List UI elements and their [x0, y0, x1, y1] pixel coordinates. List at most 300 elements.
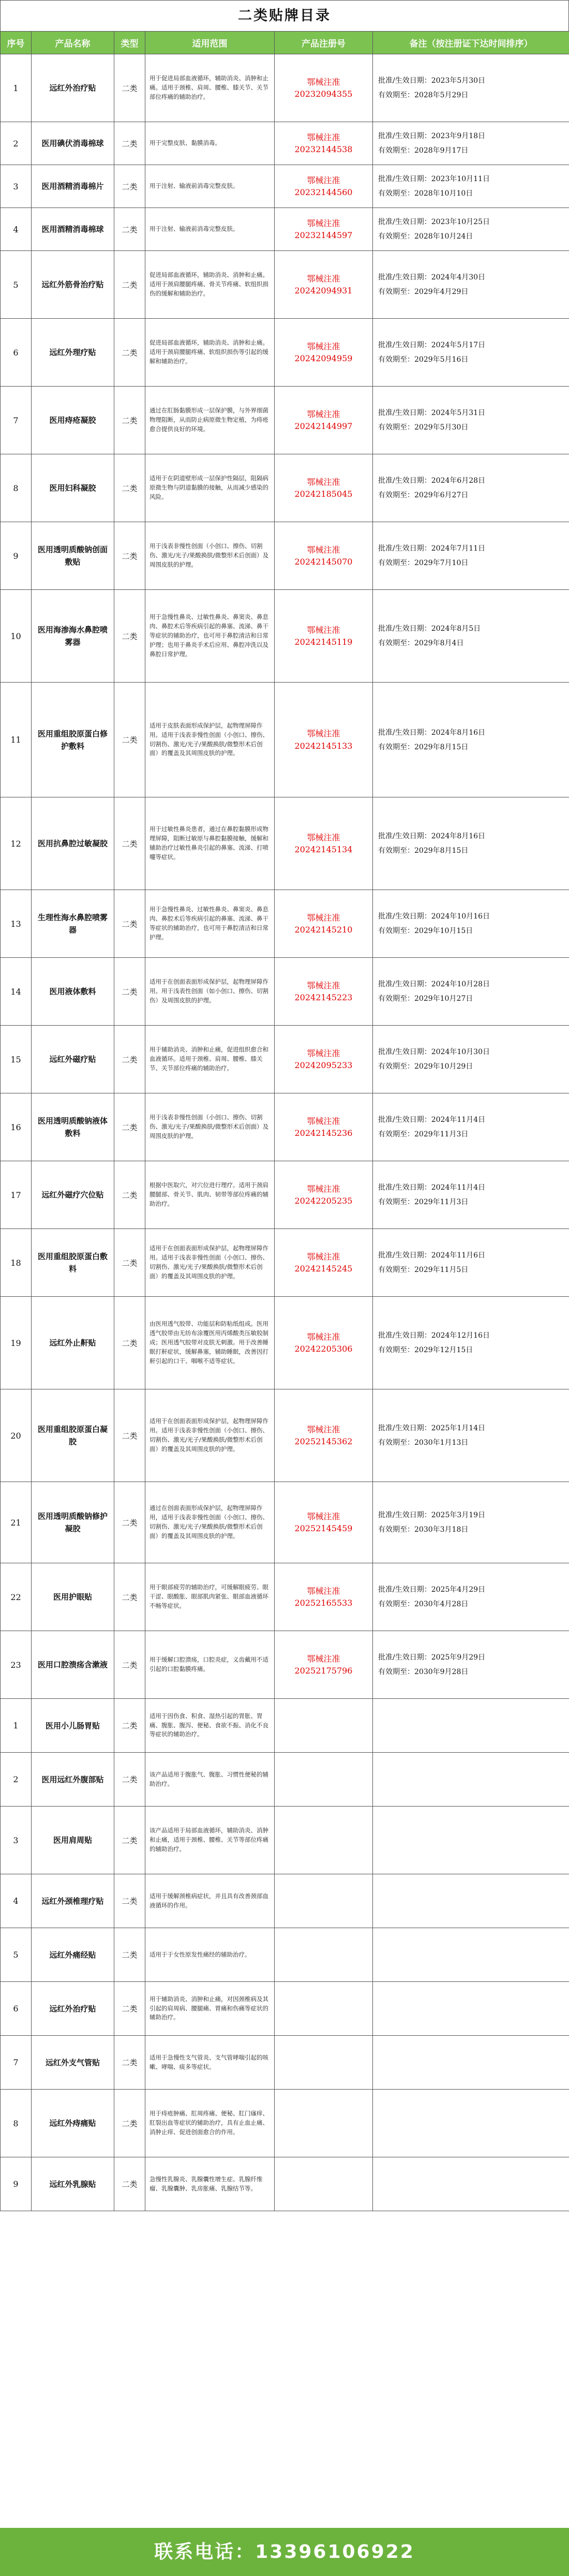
- approval-date: 批准/生效日期：2024年10月28日: [378, 980, 490, 988]
- expiry-date: 有效期至：2028年5月29日: [378, 91, 469, 99]
- registration-number: [275, 1631, 373, 1699]
- approval-date: 批准/生效日期：2024年10月16日: [378, 912, 490, 921]
- expiry-date: 有效期至：2030年9月28日: [378, 1668, 469, 1676]
- registration-code: 20242145070: [294, 557, 353, 567]
- product-scope: 适用于于女性原发性痛经的辅助治疗。: [145, 1928, 275, 1982]
- expiry-date: 有效期至：2028年10月10日: [378, 189, 473, 198]
- product-scope: 用于过敏性鼻炎患者，通过在鼻腔黏膜形成物理屏障，阻断过敏原与鼻腔黏膜接触，缓解和辅助治疗过敏性鼻炎引起的鼻塞、流涕、打喷嚏等症状。: [145, 797, 275, 890]
- registration-code: 20252175796: [294, 1666, 353, 1676]
- table-row: [1, 165, 569, 208]
- product-type: 二类: [114, 590, 145, 683]
- registration-number: [275, 1229, 373, 1297]
- contact-footer: 联系电话：13396106922: [0, 2528, 569, 2576]
- table-row: [1, 1753, 569, 1807]
- table-row: [1, 1389, 569, 1482]
- registration-number: [275, 590, 373, 683]
- registration-prefix: 鄂械注准: [307, 544, 340, 555]
- registration-prefix: 鄂械注准: [307, 1511, 340, 1521]
- col-header-no: 序号: [1, 32, 32, 54]
- table-row: [1, 208, 569, 251]
- registration-prefix: 鄂械注准: [307, 132, 340, 142]
- remark: [373, 1631, 569, 1699]
- registration-code: 20252145362: [294, 1437, 353, 1446]
- registration-code: 20232144597: [294, 230, 353, 240]
- row-number: 14: [1, 958, 32, 1026]
- product-scope: 用于缓解口腔溃疡，口腔炎症，义齿戴用不适引起的口腔黏膜疼痛。: [145, 1631, 275, 1699]
- product-scope: 用于急慢性鼻炎、过敏性鼻炎、鼻窦炎、鼻息肉、鼻腔术后等疾病引起的鼻塞、流涕、鼻干等症状的辅助治疗，也可用于鼻腔清洁和日常护理；也用于鼻炎手术后应用、鼻腔冲洗以及鼻腔日常护理。: [145, 590, 275, 683]
- remark: [373, 1482, 569, 1563]
- product-type: 二类: [114, 683, 145, 797]
- registration-prefix: 鄂械注准: [307, 1331, 340, 1342]
- registration-number: [275, 319, 373, 387]
- row-number: 21: [1, 1482, 32, 1563]
- product-scope: 适用于在创面表面形成保护层，起物理屏障作用。适用于浅表非慢性创面（小创口、擦伤、切割伤、激光/光子/果酸换肤/微整形术后创面）的覆盖及其周围皮肤的护理。: [145, 1389, 275, 1482]
- remark: [373, 2090, 569, 2157]
- approval-date: 批准/生效日期：2024年11月4日: [378, 1183, 486, 1192]
- table-row: [1, 2157, 569, 2211]
- expiry-date: 有效期至：2029年11月5日: [378, 1266, 469, 1274]
- expiry-date: 有效期至：2030年4月28日: [378, 1600, 469, 1608]
- product-type: 二类: [114, 251, 145, 319]
- product-type: 二类: [114, 1928, 145, 1982]
- row-number: 2: [1, 122, 32, 165]
- registration-code: 20242145223: [294, 993, 353, 1002]
- registration-number: [275, 1699, 373, 1753]
- registration-code: 20242145119: [294, 637, 353, 647]
- product-name: 远红外治疗贴: [32, 1982, 114, 2036]
- table-row: [1, 522, 569, 590]
- product-name: 医用重组胶原蛋白敷料: [32, 1229, 114, 1297]
- product-name: 远红外磁疗贴: [32, 1026, 114, 1093]
- expiry-date: 有效期至：2028年10月24日: [378, 232, 473, 241]
- remark: [373, 1026, 569, 1093]
- remark: [373, 1982, 569, 2036]
- row-number: 3: [1, 165, 32, 208]
- approval-date: 批准/生效日期：2024年11月4日: [378, 1116, 486, 1124]
- table-row: [1, 387, 569, 454]
- table-row: [1, 1482, 569, 1563]
- expiry-date: 有效期至：2029年5月30日: [378, 423, 469, 432]
- product-type: 二类: [114, 2036, 145, 2090]
- row-number: 15: [1, 1026, 32, 1093]
- approval-date: 批准/生效日期：2023年10月11日: [378, 175, 490, 183]
- registration-number: [275, 165, 373, 208]
- row-number: 7: [1, 2036, 32, 2090]
- registration-number: [275, 387, 373, 454]
- product-name: 医用透明质酸钠创面敷贴: [32, 522, 114, 590]
- product-name: 远红外痔痛贴: [32, 2090, 114, 2157]
- remark: [373, 683, 569, 797]
- approval-date: 批准/生效日期：2024年6月28日: [378, 477, 486, 485]
- remark: [373, 2036, 569, 2090]
- approval-date: 批准/生效日期：2025年4月29日: [378, 1586, 486, 1594]
- product-name: 远红外治疗贴: [32, 54, 114, 122]
- product-name: 医用透明质酸钠液体敷料: [32, 1093, 114, 1161]
- expiry-date: 有效期至：2029年10月29日: [378, 1062, 473, 1071]
- registration-code: 20242094959: [294, 353, 353, 363]
- table-row: [1, 1093, 569, 1161]
- product-name: 远红外筋骨治疗贴: [32, 251, 114, 319]
- registration-prefix: 鄂械注准: [307, 1048, 340, 1058]
- row-number: 16: [1, 1093, 32, 1161]
- registration-code: 20242145134: [294, 845, 353, 854]
- table-row: [1, 1982, 569, 2036]
- registration-number: [275, 54, 373, 122]
- row-number: 4: [1, 1874, 32, 1928]
- registration-number: [275, 1982, 373, 2036]
- product-scope: 促进局部血液循环，辅助消炎、消肿和止痛。适用于颈肩腰腿疼痛、软组织损伤等引起的缓解和辅助治疗。: [145, 319, 275, 387]
- registration-code: 20232094355: [294, 89, 353, 99]
- remark: [373, 1874, 569, 1928]
- registration-code: 20242094931: [294, 286, 353, 295]
- row-number: 10: [1, 590, 32, 683]
- product-name: 远红外理疗贴: [32, 319, 114, 387]
- remark: [373, 1807, 569, 1874]
- expiry-date: 有效期至：2029年4月29日: [378, 288, 469, 296]
- product-name: 医用远红外腹部贴: [32, 1753, 114, 1807]
- approval-date: 批准/生效日期：2024年8月5日: [378, 625, 481, 633]
- product-scope: 用于浅表非慢性创面（小创口、擦伤、切割伤、激光/光子/果酸换肤/微整形术后创面）及周围皮肤的护理。: [145, 522, 275, 590]
- remark: [373, 890, 569, 958]
- remark: [373, 1699, 569, 1753]
- col-header-scope: 适用范围: [145, 32, 275, 54]
- product-scope: 用于注射、输液前消毒完整皮肤。: [145, 165, 275, 208]
- table-row: [1, 2036, 569, 2090]
- product-name: 医用肩周贴: [32, 1807, 114, 1874]
- remark: [373, 522, 569, 590]
- remark: [373, 1928, 569, 1982]
- registration-number: [275, 1161, 373, 1229]
- registration-code: 20242205306: [294, 1344, 353, 1354]
- product-name: 医用酒精消毒棉片: [32, 165, 114, 208]
- remark: [373, 319, 569, 387]
- registration-number: [275, 1753, 373, 1807]
- row-number: 12: [1, 797, 32, 890]
- registration-code: 20242145245: [294, 1264, 353, 1274]
- product-type: 二类: [114, 122, 145, 165]
- registration-number: [275, 1389, 373, 1482]
- expiry-date: 有效期至：2029年11月3日: [378, 1198, 469, 1206]
- product-type: 二类: [114, 1631, 145, 1699]
- table-row: [1, 1161, 569, 1229]
- product-name: 远红外支气管贴: [32, 2036, 114, 2090]
- product-scope: 通过在创面表面形成保护层，起物理屏障作用，适用于浅表非慢性创面（小创口、擦伤、切割伤、激光/光子/果酸换肤/微整形术后创面）的覆盖及其周围皮肤的护理。: [145, 1482, 275, 1563]
- registration-prefix: 鄂械注准: [307, 1586, 340, 1596]
- approval-date: 批准/生效日期：2024年8月16日: [378, 832, 486, 840]
- product-type: 二类: [114, 2157, 145, 2211]
- product-scope: 适用于因伤食、积食、湿热引起的胃胀、胃痛、腹胀、腹泻、便秘、食欲不振、消化不良等症状的辅助治疗。: [145, 1699, 275, 1753]
- product-type: 二类: [114, 319, 145, 387]
- registration-prefix: 鄂械注准: [307, 1116, 340, 1126]
- row-number: 1: [1, 1699, 32, 1753]
- registration-prefix: 鄂械注准: [307, 1183, 340, 1194]
- row-number: 22: [1, 1563, 32, 1631]
- product-scope: 适用于皮肤表面形成保护层，起物理屏障作用。适用于浅表非慢性创面（小创口、擦伤、切割伤、激光/光子/果酸换肤/微整形术后创面）的覆盖及其周围皮肤的护理。: [145, 683, 275, 797]
- product-type: 二类: [114, 1026, 145, 1093]
- row-number: 6: [1, 1982, 32, 2036]
- product-scope: 适用于在创面表面形成保护层，起物理屏障作用。用于浅表性创面（如小创口、擦伤、切割伤）及周围皮肤的护理。: [145, 958, 275, 1026]
- row-number: 2: [1, 1753, 32, 1807]
- registration-prefix: 鄂械注准: [307, 77, 340, 87]
- product-type: 二类: [114, 1093, 145, 1161]
- registration-prefix: 鄂械注准: [307, 980, 340, 990]
- row-number: 1: [1, 54, 32, 122]
- table-row: [1, 1229, 569, 1297]
- product-name: 医用痔疮凝胶: [32, 387, 114, 454]
- expiry-date: 有效期至：2029年5月16日: [378, 356, 469, 364]
- expiry-date: 有效期至：2029年8月15日: [378, 743, 469, 751]
- product-scope: 适用于在阴道壁形成一层保护性隔层，阻隔病原微生物与阴道黏膜的接触，从而减少感染的风险。: [145, 454, 275, 522]
- registration-prefix: 鄂械注准: [307, 477, 340, 487]
- table-row: [1, 1563, 569, 1631]
- col-header-type: 类型: [114, 32, 145, 54]
- registration-prefix: 鄂械注准: [307, 1653, 340, 1664]
- product-scope: 该产品适用于腹胀气、腹胀、习惯性便秘的辅助治疗。: [145, 1753, 275, 1807]
- product-scope: 用于痔疮肿痛、肛周疼痛、便秘、肛门瘙痒、肛裂出血等症状的辅助治疗，具有止血止痛、消肿止痒、促进创面愈合的作用。: [145, 2090, 275, 2157]
- table-row: [1, 454, 569, 522]
- product-type: 二类: [114, 1389, 145, 1482]
- remark: [373, 454, 569, 522]
- col-header-reg: 产品注册号: [275, 32, 373, 54]
- product-type: 二类: [114, 387, 145, 454]
- table-row: [1, 890, 569, 958]
- registration-number: [275, 1563, 373, 1631]
- expiry-date: 有效期至：2029年8月15日: [378, 847, 469, 855]
- registration-number: [275, 208, 373, 251]
- registration-code: 20232144560: [294, 187, 353, 197]
- product-name: 远红外止鼾贴: [32, 1297, 114, 1389]
- product-type: 二类: [114, 1982, 145, 2036]
- registration-prefix: 鄂械注准: [307, 912, 340, 923]
- registration-prefix: 鄂械注准: [307, 1251, 340, 1262]
- registration-number: [275, 958, 373, 1026]
- row-number: 5: [1, 1928, 32, 1982]
- product-name: 医用碘伏消毒棉球: [32, 122, 114, 165]
- product-scope: 由医用透气胶带、功能层和防粘纸组成。医用透气胶带由无纺布涂覆医用丙烯酸类压敏胶制成；医用透气胶带对皮肤无刺激。用于改善睡眠打鼾症状，缓解鼻塞，辅助睡眠，改善因打鼾引起的口干、咽喉不适等症状。: [145, 1297, 275, 1389]
- product-name: 远红外乳腺贴: [32, 2157, 114, 2211]
- registration-prefix: 鄂械注准: [307, 1424, 340, 1434]
- registration-number: [275, 2090, 373, 2157]
- registration-code: 20252145459: [294, 1523, 353, 1533]
- row-number: 8: [1, 454, 32, 522]
- registration-number: [275, 797, 373, 890]
- row-number: 8: [1, 2090, 32, 2157]
- product-type: 二类: [114, 522, 145, 590]
- remark: [373, 1093, 569, 1161]
- product-type: 二类: [114, 54, 145, 122]
- approval-date: 批准/生效日期：2023年9月18日: [378, 132, 486, 140]
- product-type: 二类: [114, 1482, 145, 1563]
- table-row: [1, 319, 569, 387]
- table-row: [1, 1928, 569, 1982]
- expiry-date: 有效期至：2030年3月18日: [378, 1526, 469, 1534]
- product-type: 二类: [114, 1874, 145, 1928]
- product-scope: 用于完整皮肤、黏膜消毒。: [145, 122, 275, 165]
- row-number: 3: [1, 1807, 32, 1874]
- product-type: 二类: [114, 1161, 145, 1229]
- remark: [373, 797, 569, 890]
- row-number: 23: [1, 1631, 32, 1699]
- approval-date: 批准/生效日期：2025年1月14日: [378, 1424, 486, 1432]
- registration-code: 20242144997: [294, 421, 353, 431]
- registration-code: 20232144538: [294, 144, 353, 154]
- expiry-date: 有效期至：2029年6月27日: [378, 491, 469, 499]
- remark: [373, 1389, 569, 1482]
- registration-number: [275, 2157, 373, 2211]
- product-type: 二类: [114, 2090, 145, 2157]
- row-number: 4: [1, 208, 32, 251]
- registration-code: 20242095233: [294, 1060, 353, 1070]
- approval-date: 批准/生效日期：2025年3月19日: [378, 1511, 486, 1519]
- row-number: 6: [1, 319, 32, 387]
- remark: [373, 165, 569, 208]
- product-type: 二类: [114, 1563, 145, 1631]
- expiry-date: 有效期至：2029年11月3日: [378, 1130, 469, 1138]
- product-name: 医用小儿肠胃贴: [32, 1699, 114, 1753]
- table-row: [1, 1026, 569, 1093]
- registration-number: [275, 683, 373, 797]
- registration-code: 20242145236: [294, 1128, 353, 1138]
- registration-number: [275, 890, 373, 958]
- product-scope: 适用于缓解颈椎病症状，并且具有改善颈部血液循环的作用。: [145, 1874, 275, 1928]
- page-title: 二类贴牌目录: [0, 0, 569, 31]
- product-name: 医用酒精消毒棉球: [32, 208, 114, 251]
- product-name: 医用液体敷料: [32, 958, 114, 1026]
- product-type: 二类: [114, 1297, 145, 1389]
- table-row: [1, 1874, 569, 1928]
- table-row: [1, 1631, 569, 1699]
- registration-prefix: 鄂械注准: [307, 175, 340, 185]
- product-type: 二类: [114, 1807, 145, 1874]
- table-row: [1, 958, 569, 1026]
- approval-date: 批准/生效日期：2024年4月30日: [378, 273, 486, 282]
- product-scope: 促进局部血液循环，辅助消炎、消肿和止痛。适用于颈肩腰腿疼痛、骨关节疼痛、软组织损伤的缓解和辅助治疗。: [145, 251, 275, 319]
- row-number: 19: [1, 1297, 32, 1389]
- registration-code: 20242145210: [294, 925, 353, 935]
- table-row: [1, 683, 569, 797]
- remark: [373, 387, 569, 454]
- expiry-date: 有效期至：2029年8月4日: [378, 639, 464, 647]
- registration-number: [275, 1482, 373, 1563]
- product-scope: 通过在肛肠黏膜形成一层保护膜，与外界细菌物理阻断，从而防止病原微生物定植，为痔疮愈合提供良好的环境。: [145, 387, 275, 454]
- registration-number: [275, 1874, 373, 1928]
- remark: [373, 54, 569, 122]
- col-header-remark: 备注（按注册证下达时间排序）: [373, 32, 569, 54]
- product-name: 医用重组胶原蛋白修护敷料: [32, 683, 114, 797]
- table-row: [1, 797, 569, 890]
- product-name: 医用重组胶原蛋白凝胶: [32, 1389, 114, 1482]
- approval-date: 批准/生效日期：2025年9月29日: [378, 1653, 486, 1662]
- product-scope: 用于辅助消炎、消肿和止痛，促进组织愈合和血液循环。适用于颈椎、肩周、腰椎、膝关节、关节部位疼痛的辅助治疗。: [145, 1026, 275, 1093]
- registration-number: [275, 1093, 373, 1161]
- product-name: 医用护眼贴: [32, 1563, 114, 1631]
- table-row: [1, 590, 569, 683]
- product-scope: 用于促进局部血液循环，辅助消炎、消肿和止痛。适用于颈椎、肩周、腰椎、膝关节、关节部位疼痛的辅助治疗。: [145, 54, 275, 122]
- expiry-date: 有效期至：2028年9月17日: [378, 146, 469, 155]
- product-scope: 适用于急慢性支气管炎、支气管哮喘引起的咳嗽、哮喘、痰多等症状。: [145, 2036, 275, 2090]
- product-scope: 用于急慢性鼻炎、过敏性鼻炎、鼻窦炎、鼻息肉、鼻腔术后等疾病引起的鼻塞、流涕、鼻干等症状的辅助治疗，也可用于鼻腔清洁和日常护理。: [145, 890, 275, 958]
- expiry-date: 有效期至：2030年1月13日: [378, 1439, 469, 1447]
- product-scope: 根据中医取穴，对穴位进行理疗。适用于颈肩腰腿部、骨关节、肌肉、韧带等部位疼痛的辅助治疗。: [145, 1161, 275, 1229]
- registration-number: [275, 1928, 373, 1982]
- registration-number: [275, 251, 373, 319]
- row-number: 11: [1, 683, 32, 797]
- registration-number: [275, 1026, 373, 1093]
- product-name: 医用抗鼻腔过敏凝胶: [32, 797, 114, 890]
- registration-number: [275, 522, 373, 590]
- registration-prefix: 鄂械注准: [307, 273, 340, 284]
- registration-prefix: 鄂械注准: [307, 729, 340, 739]
- registration-number: [275, 1807, 373, 1874]
- registration-number: [275, 2036, 373, 2090]
- remark: [373, 1229, 569, 1297]
- product-scope: 用于眼部疲劳的辅助治疗，可缓解眼疲劳、眼干涩、眼酸胀、眼部肌肉紧张、眼部血液循环不畅等症状。: [145, 1563, 275, 1631]
- row-number: 18: [1, 1229, 32, 1297]
- catalog-table: [0, 31, 569, 2211]
- product-name: 远红外颈椎理疗贴: [32, 1874, 114, 1928]
- product-name: 医用透明质酸钠修护凝胶: [32, 1482, 114, 1563]
- row-number: 7: [1, 387, 32, 454]
- row-number: 9: [1, 522, 32, 590]
- registration-number: [275, 122, 373, 165]
- product-type: 二类: [114, 1229, 145, 1297]
- table-row: [1, 54, 569, 122]
- registration-number: [275, 1297, 373, 1389]
- approval-date: 批准/生效日期：2023年5月30日: [378, 77, 486, 85]
- remark: [373, 122, 569, 165]
- remark: [373, 1563, 569, 1631]
- expiry-date: 有效期至：2029年10月15日: [378, 927, 473, 935]
- expiry-date: 有效期至：2029年12月15日: [378, 1346, 473, 1354]
- remark: [373, 590, 569, 683]
- product-scope: 用于注射、输液前消毒完整皮肤。: [145, 208, 275, 251]
- product-name: 医用口腔溃疡含漱液: [32, 1631, 114, 1699]
- product-scope: 适用于在创面表面形成保护层，起物理屏障作用。适用于浅表非慢性创面（小创口、擦伤、切割伤、激光/光子/果酸换肤/微整形术后创面）的覆盖及其周围皮肤的护理。: [145, 1229, 275, 1297]
- approval-date: 批准/生效日期：2024年8月16日: [378, 728, 486, 737]
- approval-date: 批准/生效日期：2023年10月25日: [378, 218, 490, 226]
- product-type: 二类: [114, 890, 145, 958]
- remark: [373, 2157, 569, 2211]
- registration-prefix: 鄂械注准: [307, 341, 340, 351]
- table-header-row: [1, 32, 569, 54]
- registration-prefix: 鄂械注准: [307, 832, 340, 842]
- row-number: 9: [1, 2157, 32, 2211]
- product-scope: 该产品适用于局部血液循环，辅助消炎、消肿和止痛，适用于颈椎、腰椎、关节等部位疼痛的辅助治疗。: [145, 1807, 275, 1874]
- table-row: [1, 1807, 569, 1874]
- remark: [373, 1161, 569, 1229]
- product-scope: 用于辅助消炎、消肿和止痛，对因颈椎病及其引起的肩周病、腰腿痛、胃痛和伤痛等症状的辅助治疗。: [145, 1982, 275, 2036]
- approval-date: 批准/生效日期：2024年12月16日: [378, 1331, 490, 1340]
- registration-code: 20242185045: [294, 489, 353, 499]
- remark: [373, 251, 569, 319]
- product-type: 二类: [114, 1699, 145, 1753]
- registration-prefix: 鄂械注准: [307, 409, 340, 419]
- table-row: [1, 251, 569, 319]
- expiry-date: 有效期至：2029年10月27日: [378, 995, 473, 1003]
- table-row: [1, 122, 569, 165]
- table-row: [1, 1699, 569, 1753]
- product-type: 二类: [114, 454, 145, 522]
- registration-prefix: 鄂械注准: [307, 625, 340, 635]
- product-scope: 急慢性乳腺炎、乳腺囊性增生症、乳腺纤维瘤、乳腺囊肿、乳房胀痛、乳腺结节等。: [145, 2157, 275, 2211]
- product-type: 二类: [114, 958, 145, 1026]
- product-type: 二类: [114, 165, 145, 208]
- product-scope: 用于浅表非慢性创面（小创口、擦伤、切割伤、激光/光子/果酸换肤/微整形术后创面）及周围皮肤的护理。: [145, 1093, 275, 1161]
- product-type: 二类: [114, 1753, 145, 1807]
- product-name: 医用妇科凝胶: [32, 454, 114, 522]
- product-name: 远红外磁疗穴位贴: [32, 1161, 114, 1229]
- row-number: 5: [1, 251, 32, 319]
